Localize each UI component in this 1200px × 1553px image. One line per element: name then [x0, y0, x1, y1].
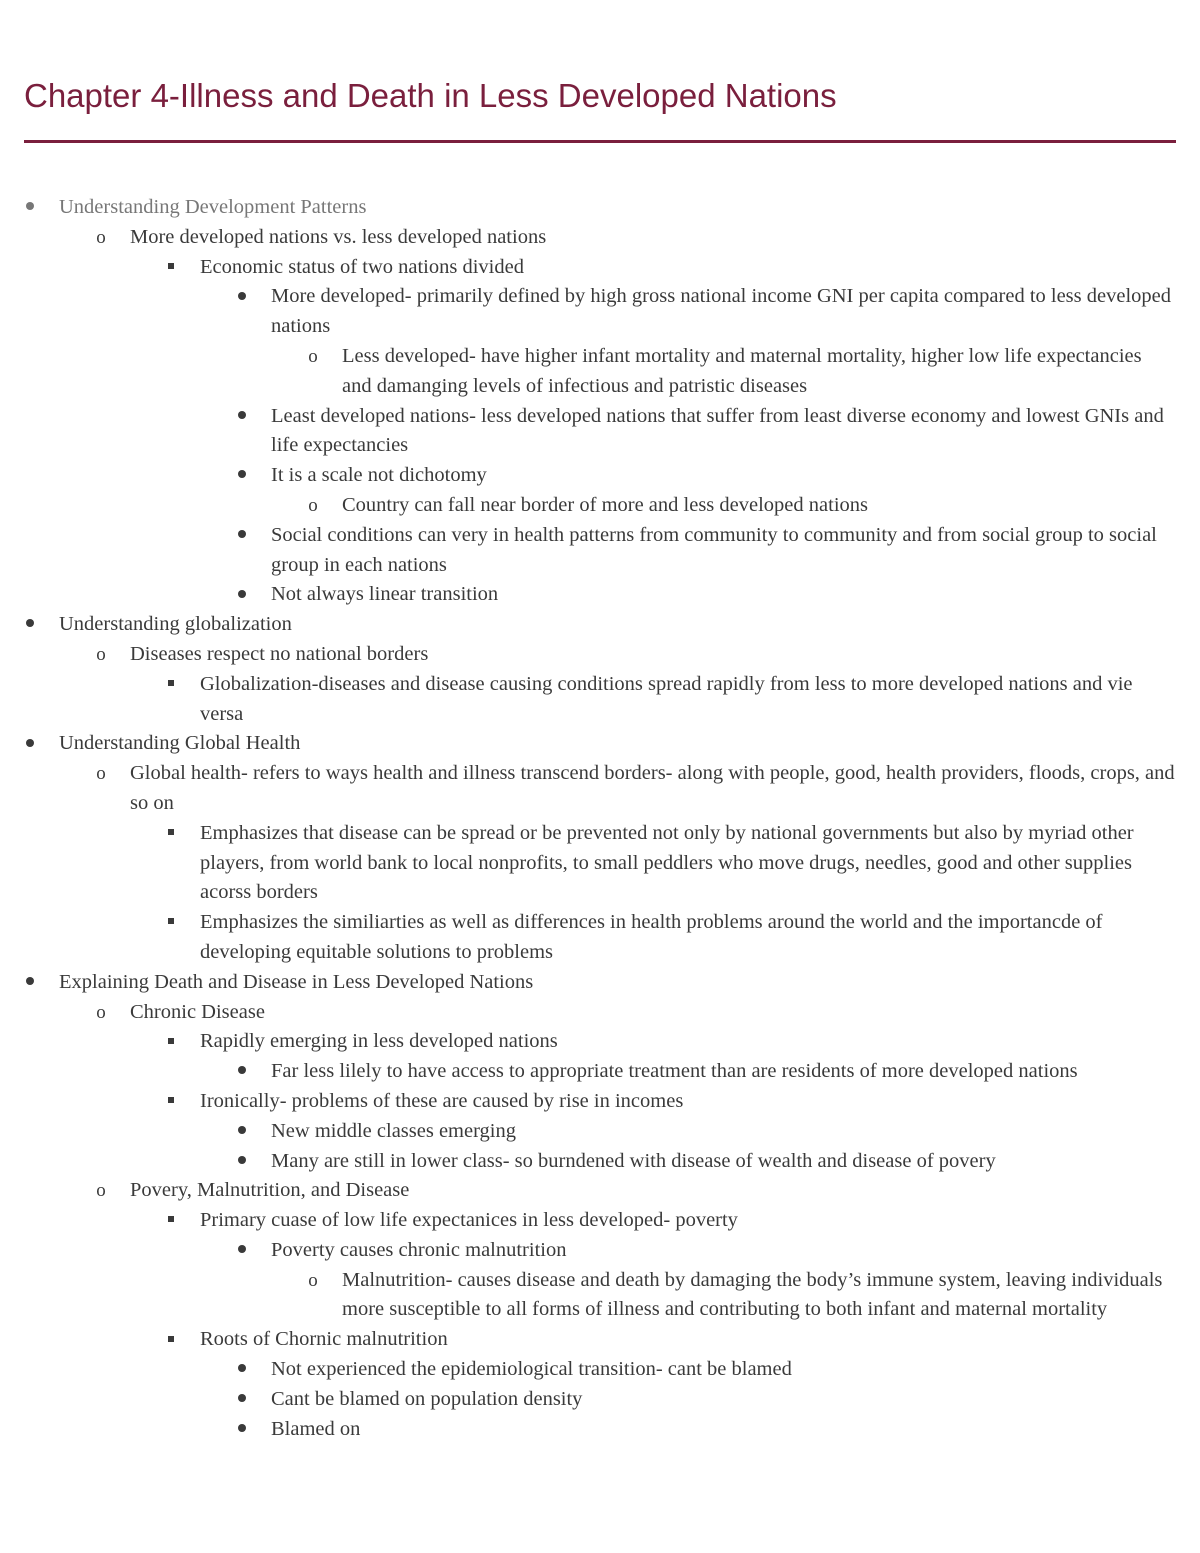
outline-item-level-4 [0, 491, 1200, 521]
document-title: Chapter 4-Illness and Death in Less Developed Nations [24, 77, 837, 114]
outline-item-level-0 [0, 610, 1200, 640]
outline-item-level-3 [0, 1355, 1200, 1385]
bullet-dot-icon [20, 729, 40, 759]
bullet-circle-icon: o [96, 643, 106, 665]
bullet-circle-icon: o [308, 494, 318, 516]
outline-item-text: Understanding globalization [59, 613, 292, 636]
outline-item-text: Understanding Development Patterns [59, 196, 367, 218]
outline-item-level-3 [0, 1415, 1200, 1445]
outline-item-level-0 [0, 968, 1200, 998]
bullet-circle-icon: o [308, 345, 318, 367]
outline-item-level-0 [0, 193, 1200, 223]
bullet-square-icon [161, 1325, 181, 1355]
outline-item-text: Povery, Malnutrition, and Disease [130, 1179, 410, 1202]
outline-item-text: Poverty causes chronic malnutrition [271, 1238, 567, 1261]
outline-item-level-4 [0, 1266, 1200, 1326]
notes-outline [0, 193, 1200, 1444]
outline-item-level-1 [0, 223, 1200, 253]
outline-item-text: More developed nations vs. less developed nations [130, 225, 547, 248]
bullet-circle-icon: o [96, 1001, 106, 1023]
outline-item-text: Economic status of two nations divided [200, 255, 524, 278]
bullet-dot-icon [20, 968, 40, 998]
bullet-dot-icon [232, 521, 252, 551]
outline-item-level-2 [0, 253, 1200, 283]
bullet-dot-icon [232, 1415, 252, 1445]
bullet-square-icon [161, 670, 181, 700]
bullet-dot-icon [232, 402, 252, 432]
outline-item-text: Roots of Chornic malnutrition [200, 1328, 448, 1351]
outline-item-level-0 [0, 729, 1200, 759]
bullet-dot-icon [232, 1117, 252, 1147]
outline-item-text: Far less lilely to have access to appropriate treatment than are residents of more developed nations [271, 1060, 1078, 1083]
bullet-square-icon [161, 908, 181, 938]
outline-item-level-2 [0, 1206, 1200, 1236]
outline-item-text: It is a scale not dichotomy [271, 464, 487, 487]
outline-item-text: Primary cuase of low life expectanices in less developed- poverty [200, 1209, 738, 1232]
bullet-dot-icon [20, 193, 40, 223]
bullet-dot-icon [232, 1355, 252, 1385]
outline-item-level-2 [0, 908, 1200, 968]
outline-item-text: Not experienced the epidemiological transition- cant be blamed [271, 1358, 792, 1381]
outline-item-text: Social conditions can very in health patterns from community to community and from social group to social group in each nations [271, 523, 1157, 576]
outline-item-text: Explaining Death and Disease in Less Developed Nations [59, 970, 534, 993]
outline-item-level-1 [0, 640, 1200, 670]
bullet-square-icon [161, 253, 181, 283]
outline-item-text: Emphasizes the similiarties as well as differences in health problems around the world and the importancde of developing equitable solutions to problems [200, 911, 1103, 963]
bullet-circle-icon: o [96, 226, 106, 248]
outline-item-level-2 [0, 1087, 1200, 1117]
outline-item-level-3 [0, 1385, 1200, 1415]
outline-item-text: Least developed nations- less developed nations that suffer from least diverse economy and lowest GNIs and life expectancies [271, 404, 1164, 457]
bullet-dot-icon [232, 1147, 252, 1177]
outline-item-text: More developed- primarily defined by high gross national income GNI per capita compared to less developed nations [271, 285, 1172, 338]
outline-item-text: Not always linear transition [271, 583, 499, 606]
bullet-square-icon [161, 819, 181, 849]
outline-item-text: Emphasizes that disease can be spread or be prevented not only by national governments but also by myriad other players, from world bank to local nonprofits, to small peddlers who move drugs, needles, good and other supplies acorss borders [200, 821, 1134, 904]
outline-item-text: Country can fall near border of more and less developed nations [342, 493, 868, 516]
outline-item-level-2 [0, 670, 1200, 730]
outline-item-text: Less developed- have higher infant mortality and maternal mortality, higher low life expectancies and damanging levels of infectious and patristic diseases [342, 344, 1142, 397]
outline-item-level-3 [0, 1236, 1200, 1266]
bullet-dot-icon [232, 580, 252, 610]
outline-item-text: Rapidly emerging in less developed nations [200, 1030, 558, 1053]
outline-item-text: Global health- refers to ways health and illness transcend borders- along with people, good, health providers, floods, crops, and so on [130, 762, 1175, 814]
outline-item-level-1 [0, 998, 1200, 1028]
outline-item-text: Cant be blamed on population density [271, 1387, 583, 1410]
outline-item-level-3 [0, 282, 1200, 342]
outline-item-level-2 [0, 1325, 1200, 1355]
outline-item-level-3 [0, 580, 1200, 610]
bullet-dot-icon [232, 1385, 252, 1415]
bullet-dot-icon [232, 461, 252, 491]
outline-item-text: Diseases respect no national borders [130, 642, 429, 665]
outline-item-text: Ironically- problems of these are caused by rise in incomes [200, 1089, 684, 1112]
outline-item-level-1 [0, 1176, 1200, 1206]
bullet-circle-icon: o [96, 763, 106, 785]
bullet-dot-icon [20, 610, 40, 640]
outline-item-text: Many are still in lower class- so burndened with disease of wealth and disease of povery [271, 1149, 996, 1172]
bullet-square-icon [161, 1087, 181, 1117]
outline-item-level-3 [0, 521, 1200, 581]
bullet-square-icon [161, 1206, 181, 1236]
bullet-dot-icon [232, 282, 252, 312]
bullet-dot-icon [232, 1057, 252, 1087]
outline-item-text: Blamed on [271, 1417, 361, 1440]
outline-item-level-3 [0, 1117, 1200, 1147]
title-divider [24, 140, 1176, 143]
outline-item-level-3 [0, 461, 1200, 491]
outline-item-text: Understanding Global Health [59, 732, 301, 755]
outline-item-level-3 [0, 1147, 1200, 1177]
bullet-circle-icon: o [308, 1269, 318, 1291]
outline-item-text: New middle classes emerging [271, 1119, 516, 1142]
bullet-circle-icon: o [96, 1180, 106, 1202]
outline-item-level-3 [0, 402, 1200, 462]
outline-item-level-3 [0, 1057, 1200, 1087]
outline-item-text: Chronic Disease [130, 1000, 265, 1023]
outline-item-level-4 [0, 342, 1200, 402]
outline-item-text: Malnutrition- causes disease and death by damaging the body’s immune system, leaving individuals more susceptible to all forms of illness and contributing to both infant and maternal mortality [342, 1268, 1163, 1321]
outline-item-level-2 [0, 1027, 1200, 1057]
outline-item-text: Globalization-diseases and disease causing conditions spread rapidly from less to more developed nations and vie versa [200, 672, 1133, 725]
bullet-dot-icon [232, 1236, 252, 1266]
outline-item-level-1 [0, 759, 1200, 819]
bullet-square-icon [161, 1027, 181, 1057]
outline-item-level-2 [0, 819, 1200, 908]
